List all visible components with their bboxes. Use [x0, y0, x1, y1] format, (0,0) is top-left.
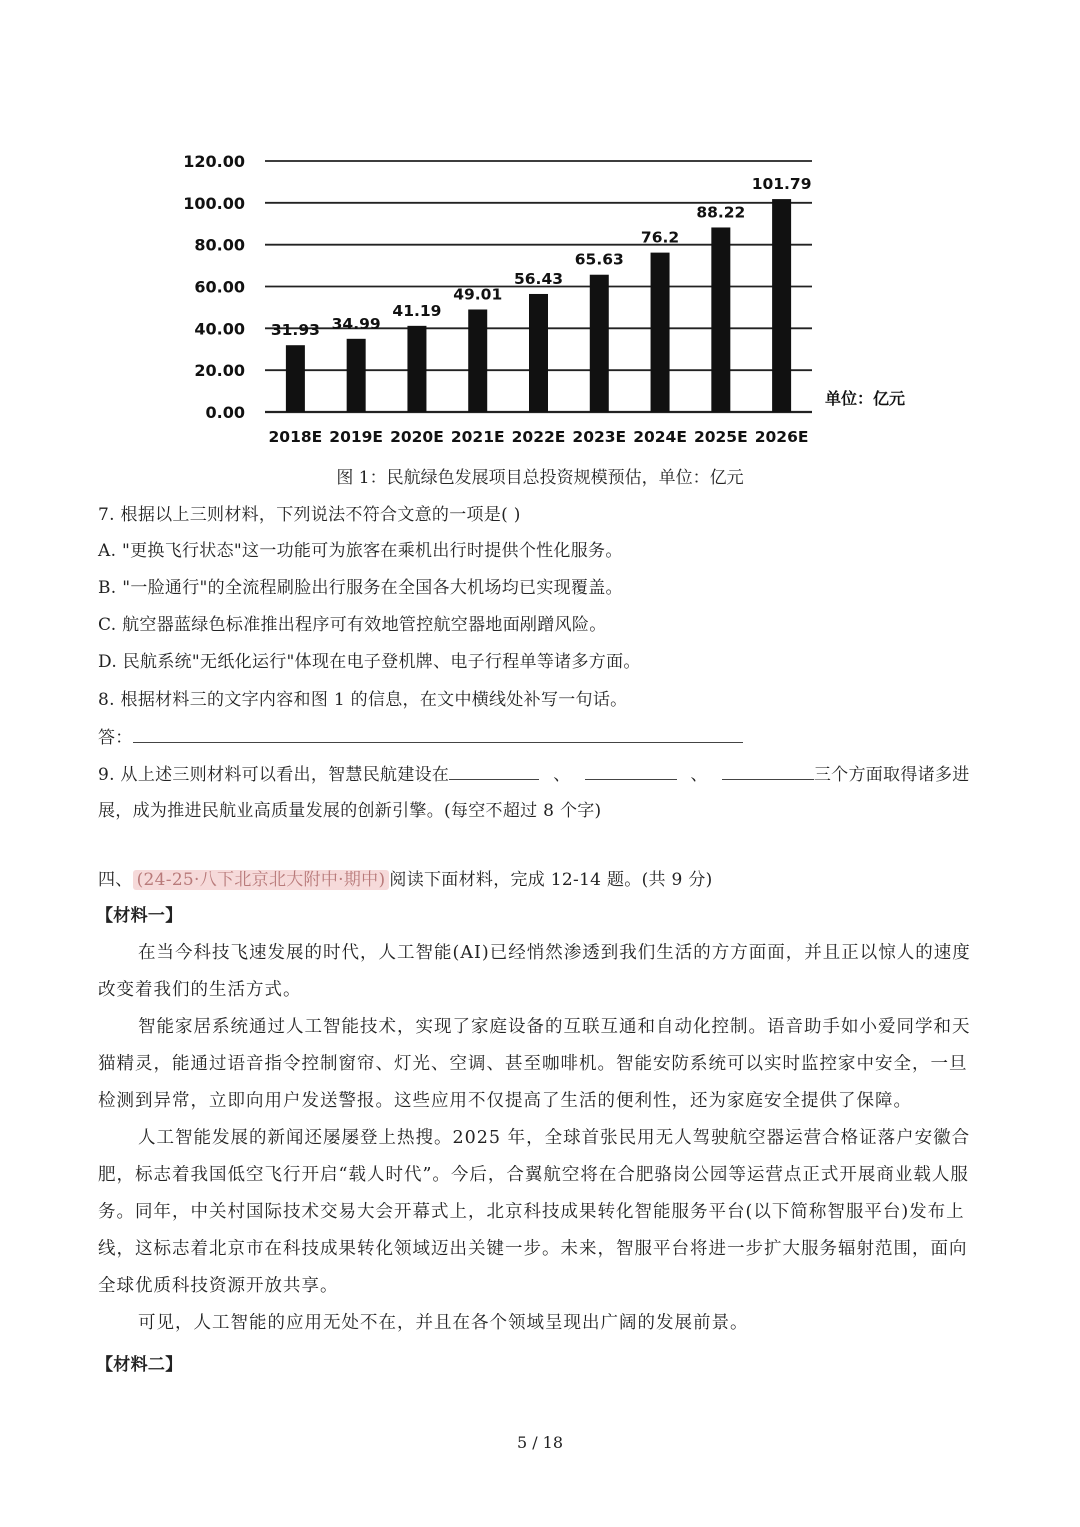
q9-text-part1: 9. 从上述三则材料可以看出，智慧民航建设在: [98, 765, 450, 785]
bar: [590, 275, 609, 412]
bar-value-label: 41.19: [392, 301, 442, 320]
bar: [407, 326, 426, 412]
q9-text-part2: 三个方面取得诸多进: [813, 765, 970, 785]
q7-stem: 7. 根据以上三则材料，下列说法不符合文意的一项是( ): [98, 505, 521, 525]
section4-instruction: 阅读下面材料，完成 12-14 题。(共 9 分): [389, 870, 713, 890]
bar-value-label: 76.2: [640, 228, 680, 247]
q8-stem: 8. 根据材料三的文字内容和图 1 的信息，在文中横线处补写一句话。: [98, 690, 628, 710]
bar-value-label: 65.63: [574, 250, 624, 269]
q7-option-c: C. 航空器蓝绿色标准推出程序可有效地管控航空器地面剐蹭风险。: [98, 615, 607, 635]
x-tick-label: 2023E: [572, 428, 627, 446]
bar-value-label: 101.79: [751, 175, 812, 194]
bar: [711, 227, 730, 412]
y-tick-label: 80.00: [194, 235, 245, 255]
bar-value-label: 49.01: [453, 285, 503, 304]
q8-answer-blank[interactable]: [133, 724, 743, 743]
x-tick-label: 2018E: [268, 428, 323, 446]
q8-answer-label: 答：: [98, 728, 133, 748]
bar-value-label: 34.99: [331, 314, 381, 333]
q9-line2: 展，成为推进民航业高质量发展的创新引擎。(每空不超过 8 个字): [98, 801, 602, 821]
section4-heading: [98, 867, 713, 893]
q9-sep-1: 、: [553, 765, 571, 785]
q7-option-b: B. "一脸通行"的全流程刷脸出行服务在全国各大机场均已实现覆盖。: [98, 578, 623, 598]
bar-value-label: 88.22: [696, 203, 746, 222]
y-tick-label: 60.00: [194, 277, 245, 297]
section4-source-tag: (24-25·八下北京北大附中·期中): [133, 870, 390, 890]
x-tick-label: 2024E: [633, 428, 687, 446]
q9-blank-2[interactable]: [585, 761, 677, 780]
figure-caption: 图 1：民航绿色发展项目总投资规模预估，单位：亿元: [336, 468, 744, 488]
material1-paragraph-4: 可见，人工智能的应用无处不在，并且在各个领域呈现出广阔的发展前景。: [138, 1313, 749, 1333]
material2-heading: 【材料二】: [96, 1355, 183, 1375]
material1-paragraph-2: 智能家居系统通过人工智能技术，实现了家庭设备的互联互通和自动化控制。语音助手如小爱同学和天猫精灵，能通过语音指令控制窗帘、灯光、空调、甚至咖啡机。智能安防系统可以实时监控家中安全，一旦检测到异常，立即向用户发送警报。这些应用不仅提高了生活的便利性，还为家庭安全提供了保障。: [98, 1017, 971, 1111]
x-tick-label: 2020E: [390, 428, 444, 446]
q7-option-d: D. 民航系统"无纸化运行"体现在电子登机牌、电子行程单等诸多方面。: [98, 652, 641, 672]
x-tick-label: 2026E: [754, 428, 809, 446]
section4-prefix: 四、: [98, 870, 133, 890]
x-tick-label: 2021E: [450, 428, 505, 446]
bar: [772, 199, 791, 412]
bar: [468, 309, 487, 412]
x-tick-label: 2022E: [511, 428, 566, 446]
y-tick-label: 40.00: [194, 319, 245, 339]
investment-bar-chart: [0, 0, 1080, 460]
q9-line1: [98, 761, 970, 788]
bar: [651, 253, 670, 412]
bar: [347, 339, 366, 412]
bar: [529, 294, 548, 412]
material1-paragraph-3: 人工智能发展的新闻还屡屡登上热搜。2025 年，全球首张民用无人驾驶航空器运营合格证落户安徽合肥，标志着我国低空飞行开启“载人时代”。今后，合翼航空将在合肥骆岗公园等运营点正式开展商业载人服务。同年，中关村国际技术交易大会开幕式上，北京科技成果转化智能服务平台(以下简称智服平台)发布上线，这标志着北京市在科技成果转化领域迈出关键一步。未来，智服平台将进一步扩大服务辐射范围，面向全球优质科技资源开放共享。: [98, 1128, 971, 1296]
bar: [286, 345, 305, 412]
y-tick-label: 20.00: [194, 361, 245, 381]
q9-blank-3[interactable]: [722, 761, 814, 780]
bar-value-label: 56.43: [513, 269, 564, 288]
y-tick-label: 120.00: [183, 152, 245, 171]
y-tick-label: 100.00: [183, 193, 245, 213]
material1-heading: 【材料一】: [96, 906, 183, 926]
x-tick-label: 2019E: [329, 428, 384, 446]
q9-blank-1[interactable]: [449, 761, 539, 780]
unit-label: 单位：亿元: [825, 389, 906, 408]
bar-value-label: 31.93: [270, 321, 320, 340]
x-tick-label: 2025E: [693, 428, 748, 446]
y-tick-label: 0.00: [205, 403, 245, 422]
q7-option-a: A. "更换飞行状态"这一功能可为旅客在乘机出行时提供个性化服务。: [98, 541, 623, 561]
q9-sep-2: 、: [690, 765, 708, 785]
q8-answer-row: [98, 724, 743, 751]
material1-paragraph-1: 在当今科技飞速发展的时代，人工智能(AI)已经悄然渗透到我们生活的方方面面，并且正以惊人的速度改变着我们的生活方式。: [98, 943, 971, 1000]
page-number: 5 / 18: [516, 1433, 564, 1452]
